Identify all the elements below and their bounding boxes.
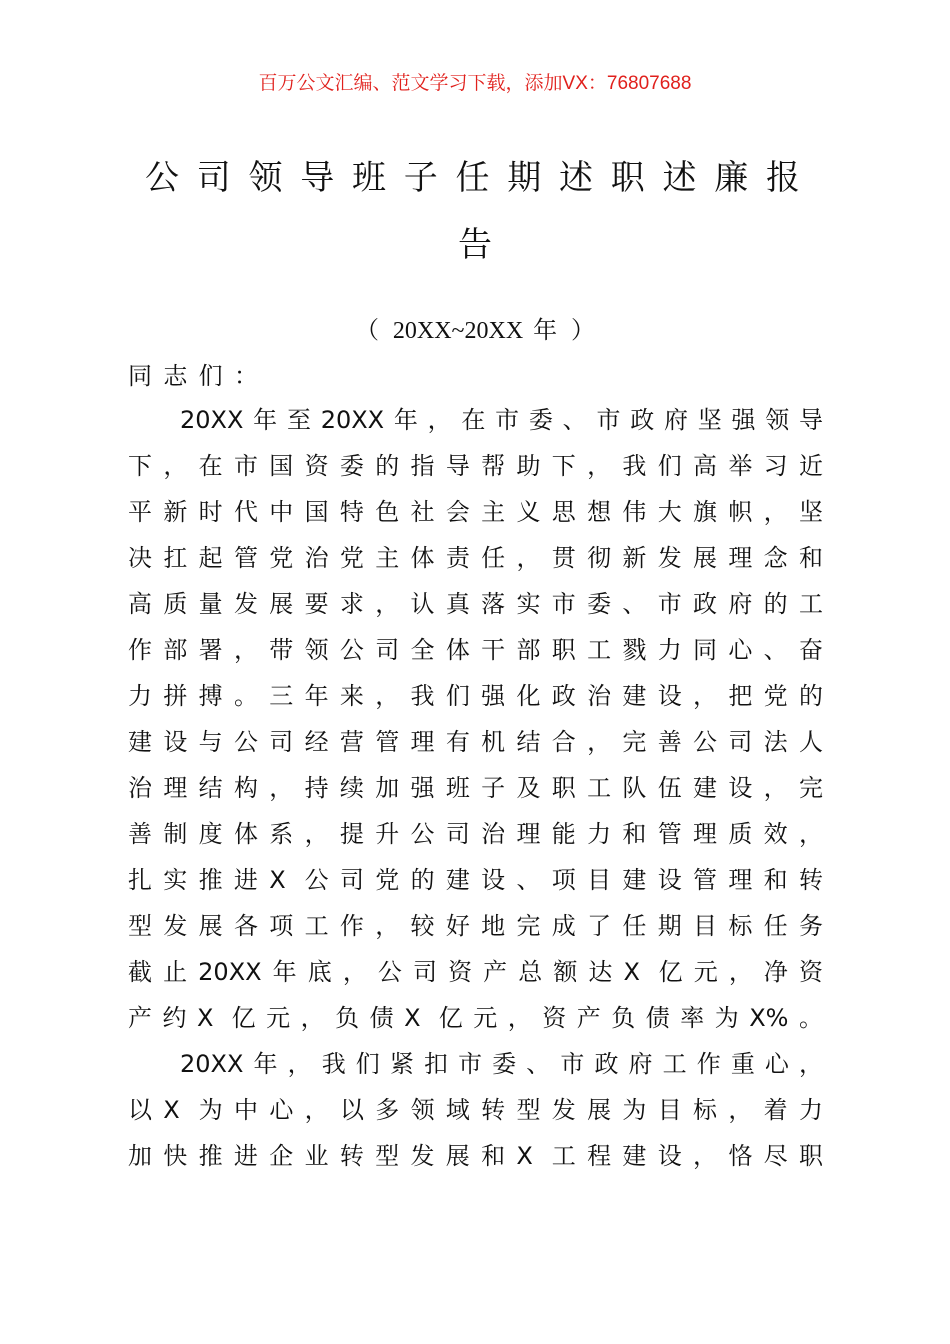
body-line: 建设与公司经营管理有机结合，完善公司法人 — [128, 728, 823, 756]
body-line: 型发展各项工作，较好地完成了任期目标任务 — [128, 912, 823, 940]
body-line: 善制度体系，提升公司治理能力和管理质效， — [128, 820, 823, 848]
body-line: 截止20XX年底，公司资产总额达X 亿元，净资 — [128, 958, 823, 986]
body-line: 20XX年至20XX年，在市委、市政府坚强领导 — [180, 406, 823, 434]
body-line: 20XX年，我们紧扣市委、市政府工作重心， — [180, 1050, 823, 1078]
body-line: 力拼搏。三年来，我们强化政治建设，把党的 — [128, 682, 823, 710]
body-line: 下，在市国资委的指导帮助下，我们高举习近 — [128, 452, 823, 480]
document-title-line-1: 公司领导班子任期述职述廉报 — [145, 158, 800, 198]
body-line: 扎实推进X 公司党的建设、项目建设管理和转 — [128, 866, 823, 894]
body-line: 治理结构，持续加强班子及职工队伍建设，完 — [128, 774, 823, 802]
greeting: 同志们： — [128, 362, 258, 390]
document-title-line-2: 告 — [458, 225, 492, 265]
body-line: 平新时代中国特色社会主义思想伟大旗帜，坚 — [128, 498, 823, 526]
body-line: 以X 为中心，以多领域转型发展为目标，着力 — [128, 1096, 823, 1124]
body-line: 作部署，带领公司全体干部职工戮力同心、奋 — [128, 636, 823, 664]
body-line: 高质量发展要求，认真落实市委、市政府的工 — [128, 590, 823, 618]
body-line: 产约X 亿元，负债X 亿元，资产负债率为X%。 — [128, 1004, 823, 1032]
year-range: （ 20XX~20XX 年 ） — [355, 318, 595, 344]
document-body — [128, 397, 823, 1179]
body-line: 决扛起管党治党主体责任，贯彻新发展理念和 — [128, 544, 823, 572]
watermark-text: 百万公文汇编、范文学习下载，添加VX：76807688 — [258, 73, 692, 94]
body-line: 加快推进企业转型发展和X 工程建设，恪尽职 — [128, 1142, 823, 1170]
